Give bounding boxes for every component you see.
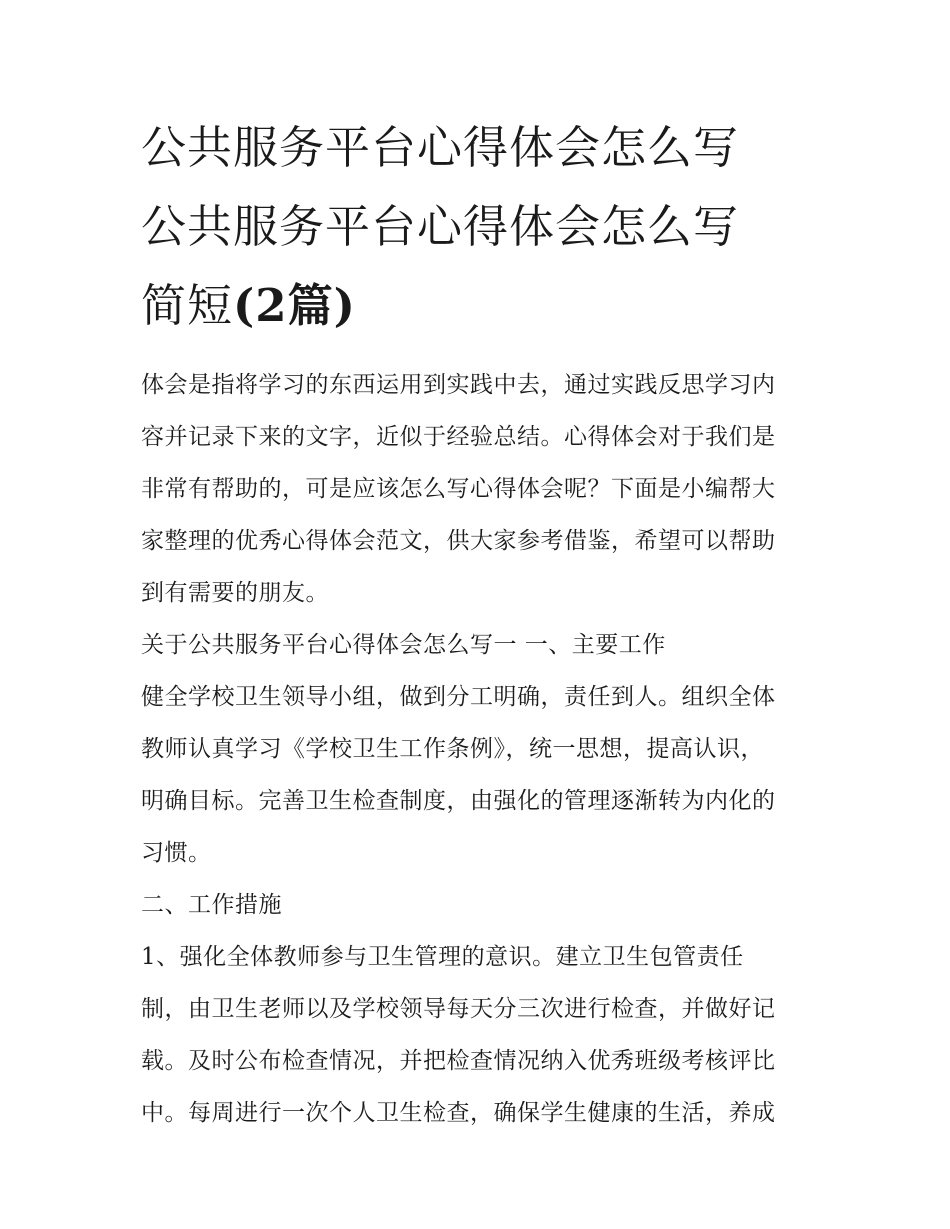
intro-line: 非常有帮助的，可是应该怎么写心得体会呢？下面是小编帮大	[141, 476, 776, 502]
section-1-line: 健全学校卫生领导小组，做到分工明确，责任到人。组织全体	[141, 684, 776, 710]
intro-line: 到有需要的朋友。	[141, 580, 329, 606]
item-1-line: 1、强化全体教师参与卫生管理的意识。建立卫生包管责任	[141, 944, 744, 970]
title-line-2: 公共服务平台心得体会怎么写	[141, 200, 740, 253]
section-1-line: 明确目标。完善卫生检查制度，由强化的管理逐渐转为内化的	[141, 788, 776, 814]
title-line-1: 公共服务平台心得体会怎么写	[141, 121, 740, 174]
section-2-heading: 二、工作措施	[141, 892, 282, 918]
title-line-3-suffix: (2篇)	[233, 279, 356, 332]
intro-line: 容并记录下来的文字，近似于经验总结。心得体会对于我们是	[141, 424, 776, 450]
item-1-line: 载。及时公布检查情况，并把检查情况纳入优秀班级考核评比	[141, 1048, 776, 1074]
intro-line: 体会是指将学习的东西运用到实践中去，通过实践反思学习内	[141, 372, 776, 398]
document-page	[141, 108, 813, 1139]
item-1-paragraph	[141, 931, 813, 1139]
title-line-3-prefix: 简短	[141, 279, 234, 332]
item-1-line: 制，由卫生老师以及学校领导每天分三次进行检查，并做好记	[141, 996, 776, 1022]
item-1-line: 中。每周进行一次个人卫生检查，确保学生健康的生活，养成	[141, 1100, 776, 1126]
section-1-line: 教师认真学习《学校卫生工作条例》，统一思想，提高认识，	[141, 736, 764, 762]
document-body	[141, 359, 813, 1139]
section-1-line: 习惯。	[141, 840, 212, 866]
title-line-3	[141, 266, 813, 345]
intro-paragraph	[141, 359, 813, 619]
section-1-paragraph	[141, 671, 813, 879]
intro-line: 家整理的优秀心得体会范文，供大家参考借鉴，希望可以帮助	[141, 528, 776, 554]
document-title	[141, 108, 813, 345]
section-1-heading: 关于公共服务平台心得体会怎么写一 一、主要工作	[141, 632, 666, 658]
